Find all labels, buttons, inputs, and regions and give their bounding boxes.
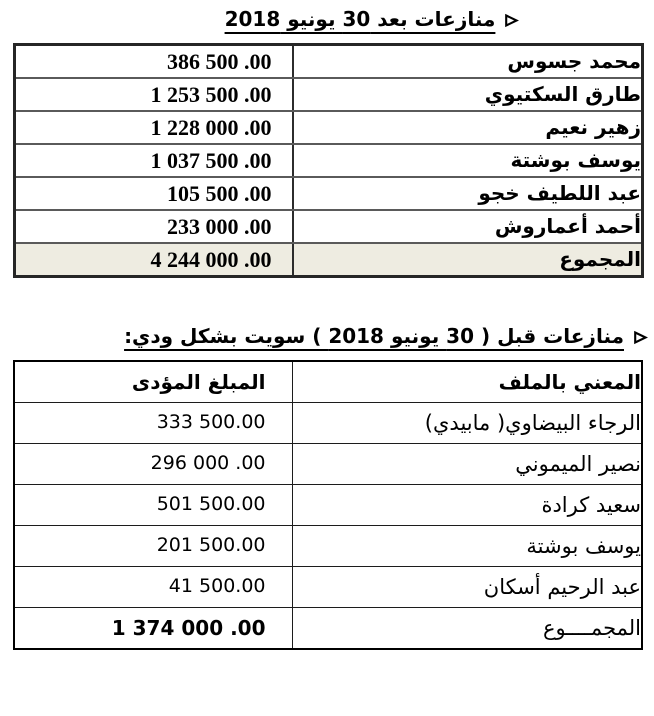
total-row <box>14 608 642 650</box>
table-row <box>14 567 642 608</box>
arrowhead-bullet-icon <box>504 13 519 28</box>
table-row <box>15 144 643 177</box>
disputes-before-rows <box>14 403 642 608</box>
amount-cell: 501 500.00 <box>14 485 292 526</box>
disputes-after-rows <box>15 45 643 244</box>
person-name-cell: يوسف بوشتة <box>292 526 642 567</box>
table-row <box>14 444 642 485</box>
table-row <box>14 485 642 526</box>
table-row <box>14 403 642 444</box>
amount-cell: 333 500.00 <box>14 403 292 444</box>
table-row <box>15 177 643 210</box>
amount-cell: 233 000 .00 <box>15 210 293 243</box>
amount-cell: 1 253 500 .00 <box>15 78 293 111</box>
heading-disputes-after-text: منازعات بعد 30 يونيو 2018 <box>224 7 496 31</box>
heading-disputes-before-text: منازعات قبل ( 30 يونيو 2018 ) سويت بشكل ودي: <box>124 324 624 348</box>
total-amount-cell: 4 244 000 .00 <box>15 243 293 277</box>
table-row <box>15 78 643 111</box>
person-name-cell: الرجاء البيضاوي( مابيدي) <box>292 403 642 444</box>
total-label-cell: المجمــــوع <box>292 608 642 650</box>
disputes-after-table <box>13 43 644 278</box>
table-header-row <box>14 361 642 403</box>
total-amount-cell: 1 374 000 .00 <box>14 608 292 650</box>
person-name-cell: عبد الرحيم أسكان <box>292 567 642 608</box>
total-label-cell: المجموع <box>293 243 643 277</box>
amount-cell: 41 500.00 <box>14 567 292 608</box>
amount-cell: 201 500.00 <box>14 526 292 567</box>
name-column-header: المعني بالملف <box>292 361 642 403</box>
person-name-cell: يوسف بوشتة <box>293 144 643 177</box>
amount-cell: 296 000 .00 <box>14 444 292 485</box>
person-name-cell: عبد اللطيف خجو <box>293 177 643 210</box>
heading-disputes-after <box>0 0 654 33</box>
total-row <box>15 243 643 277</box>
heading-disputes-before <box>0 322 654 350</box>
amount-column-header: المبلغ المؤدى <box>14 361 292 403</box>
table-row <box>15 111 643 144</box>
amount-cell: 1 228 000 .00 <box>15 111 293 144</box>
person-name-cell: طارق السكتيوي <box>293 78 643 111</box>
table-row <box>15 210 643 243</box>
disputes-before-table <box>13 360 643 650</box>
table-row <box>15 45 643 79</box>
person-name-cell: نصير الميموني <box>292 444 642 485</box>
amount-cell: 1 037 500 .00 <box>15 144 293 177</box>
arrowhead-bullet-icon <box>633 330 648 345</box>
person-name-cell: أحمد أعماروش <box>293 210 643 243</box>
table-row <box>14 526 642 567</box>
amount-cell: 105 500 .00 <box>15 177 293 210</box>
person-name-cell: محمد جسوس <box>293 45 643 79</box>
person-name-cell: زهير نعيم <box>293 111 643 144</box>
amount-cell: 386 500 .00 <box>15 45 293 79</box>
person-name-cell: سعيد كرادة <box>292 485 642 526</box>
